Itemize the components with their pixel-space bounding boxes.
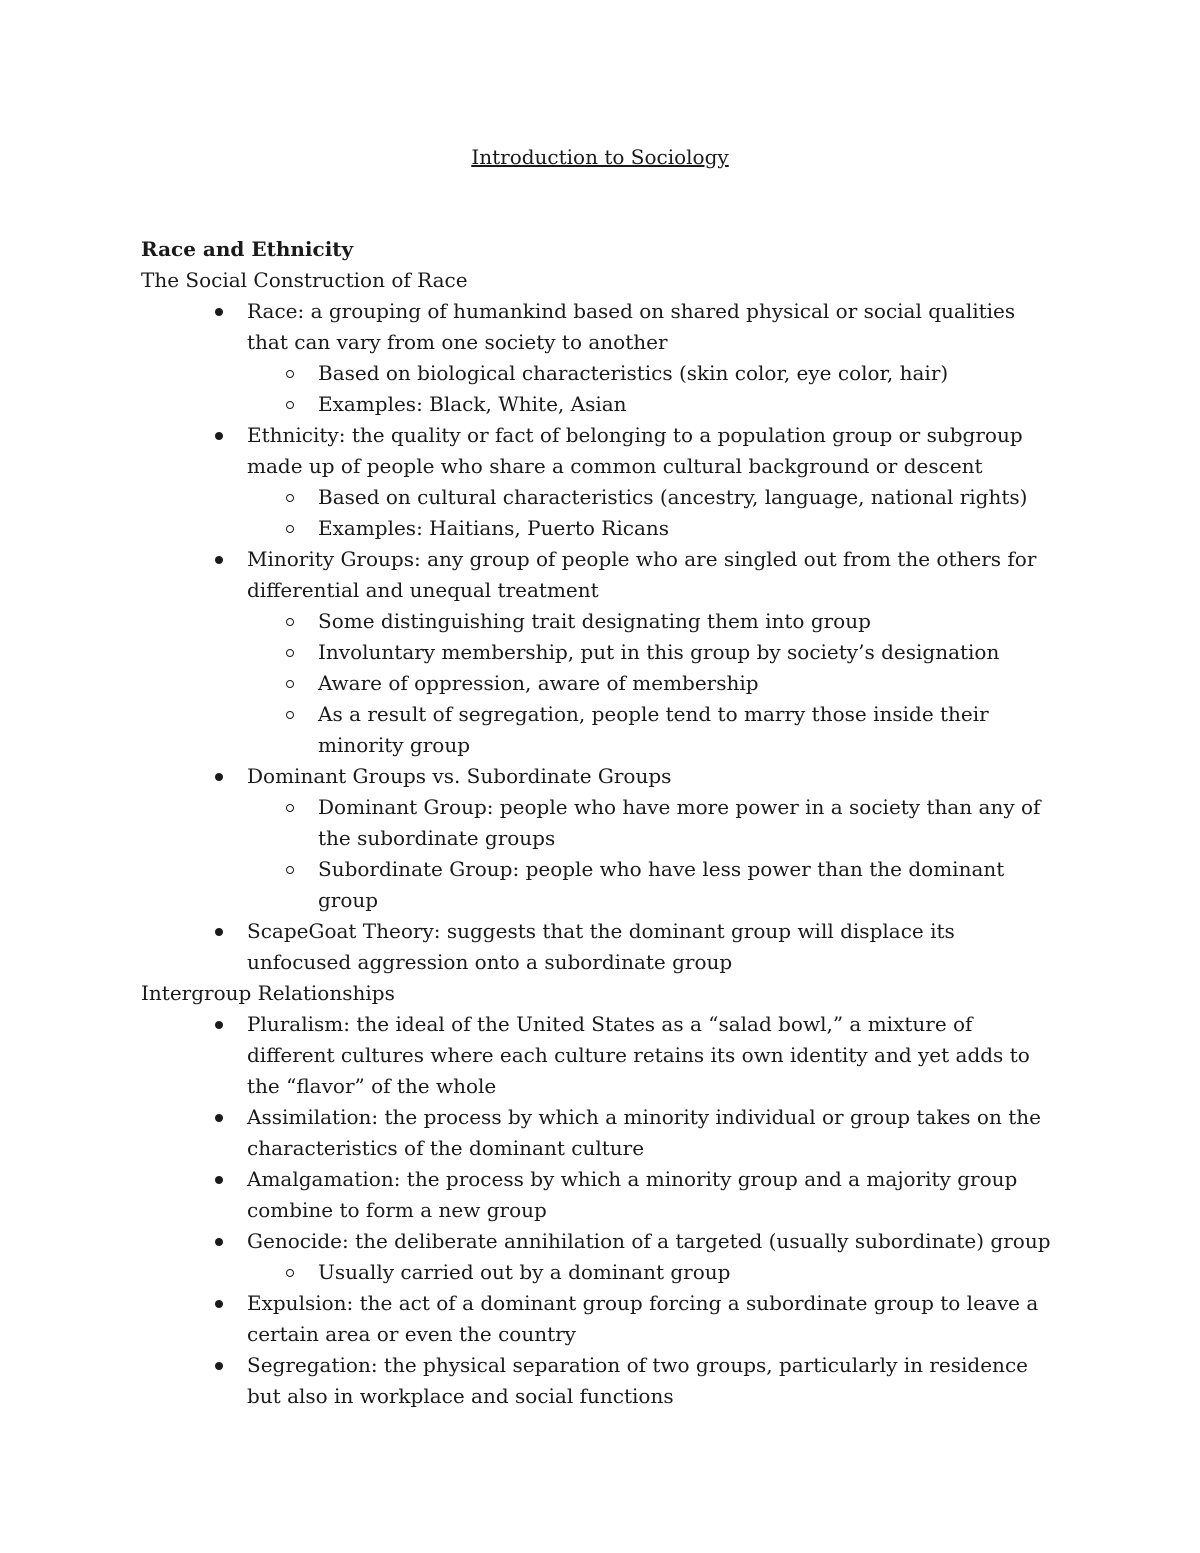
list-item — [141, 1288, 1061, 1350]
subsection-social-construction — [141, 265, 1061, 978]
list-item — [141, 296, 1061, 420]
sub-list-item: As a result of segregation, people tend to marry those inside their minority group — [247, 699, 1061, 761]
sub-list-item: Based on cultural characteristics (ancestry, language, national rights) — [247, 482, 1061, 513]
bullet-list — [141, 296, 1061, 978]
sub-list-item: Examples: Black, White, Asian — [247, 389, 1061, 420]
list-item — [141, 544, 1061, 761]
list-item — [141, 1226, 1061, 1288]
sub-bullet-list — [141, 792, 1061, 916]
subsection-heading: The Social Construction of Race — [141, 268, 468, 292]
sub-list-item: Some distinguishing trait designating them into group — [247, 606, 1061, 637]
sub-list-item: Usually carried out by a dominant group — [247, 1257, 1061, 1288]
list-item-text: Amalgamation: the process by which a minority group and a majority group combine to form a new group — [247, 1167, 1018, 1222]
bullet-list — [141, 1009, 1061, 1412]
list-item-text: Race: a grouping of humankind based on shared physical or social qualities that can vary from one society to another — [247, 299, 1016, 354]
list-item — [141, 420, 1061, 544]
list-item — [141, 1102, 1061, 1164]
list-item-text: Dominant Groups vs. Subordinate Groups — [247, 764, 672, 788]
list-item-text: Pluralism: the ideal of the United States as a “salad bowl,” a mixture of different cultures where each culture retains its own identity and yet adds to the “flavor” of the whole — [247, 1012, 1030, 1098]
list-item — [141, 916, 1061, 978]
document-title: Introduction to Sociology — [471, 145, 729, 169]
subsection-intergroup-relationships — [141, 978, 1061, 1412]
sub-bullet-list — [141, 606, 1061, 761]
list-item-text: Expulsion: the act of a dominant group forcing a subordinate group to leave a certain area or even the country — [247, 1291, 1039, 1346]
list-item — [141, 1009, 1061, 1102]
sub-list-item: Subordinate Group: people who have less power than the dominant group — [247, 854, 1061, 916]
sub-list-item: Aware of oppression, aware of membership — [247, 668, 1061, 699]
list-item-text: Assimilation: the process by which a minority individual or group takes on the characteristics of the dominant culture — [247, 1105, 1041, 1160]
sub-list-item: Based on biological characteristics (skin color, eye color, hair) — [247, 358, 1061, 389]
list-item-text: Segregation: the physical separation of two groups, particularly in residence but also in workplace and social functions — [247, 1353, 1028, 1408]
sub-bullet-list — [141, 1257, 1061, 1288]
section-heading: Race and Ethnicity — [141, 237, 354, 261]
list-item — [141, 761, 1061, 916]
list-item-text: Ethnicity: the quality or fact of belonging to a population group or subgroup made up of people who share a common cultural background or descent — [247, 423, 1023, 478]
list-item-text: Minority Groups: any group of people who are singled out from the others for differential and unequal treatment — [247, 547, 1037, 602]
sub-bullet-list — [141, 482, 1061, 544]
document-content — [141, 234, 1061, 1412]
sub-list-item: Involuntary membership, put in this group by society’s designation — [247, 637, 1061, 668]
sub-list-item: Dominant Group: people who have more power in a society than any of the subordinate groups — [247, 792, 1061, 854]
sub-bullet-list — [141, 358, 1061, 420]
list-item — [141, 1350, 1061, 1412]
list-item — [141, 1164, 1061, 1226]
subsection-heading: Intergroup Relationships — [141, 981, 395, 1005]
sub-list-item: Examples: Haitians, Puerto Ricans — [247, 513, 1061, 544]
list-item-text: ScapeGoat Theory: suggests that the dominant group will displace its unfocused aggression onto a subordinate group — [247, 919, 955, 974]
list-item-text: Genocide: the deliberate annihilation of a targeted (usually subordinate) group — [247, 1229, 1051, 1253]
